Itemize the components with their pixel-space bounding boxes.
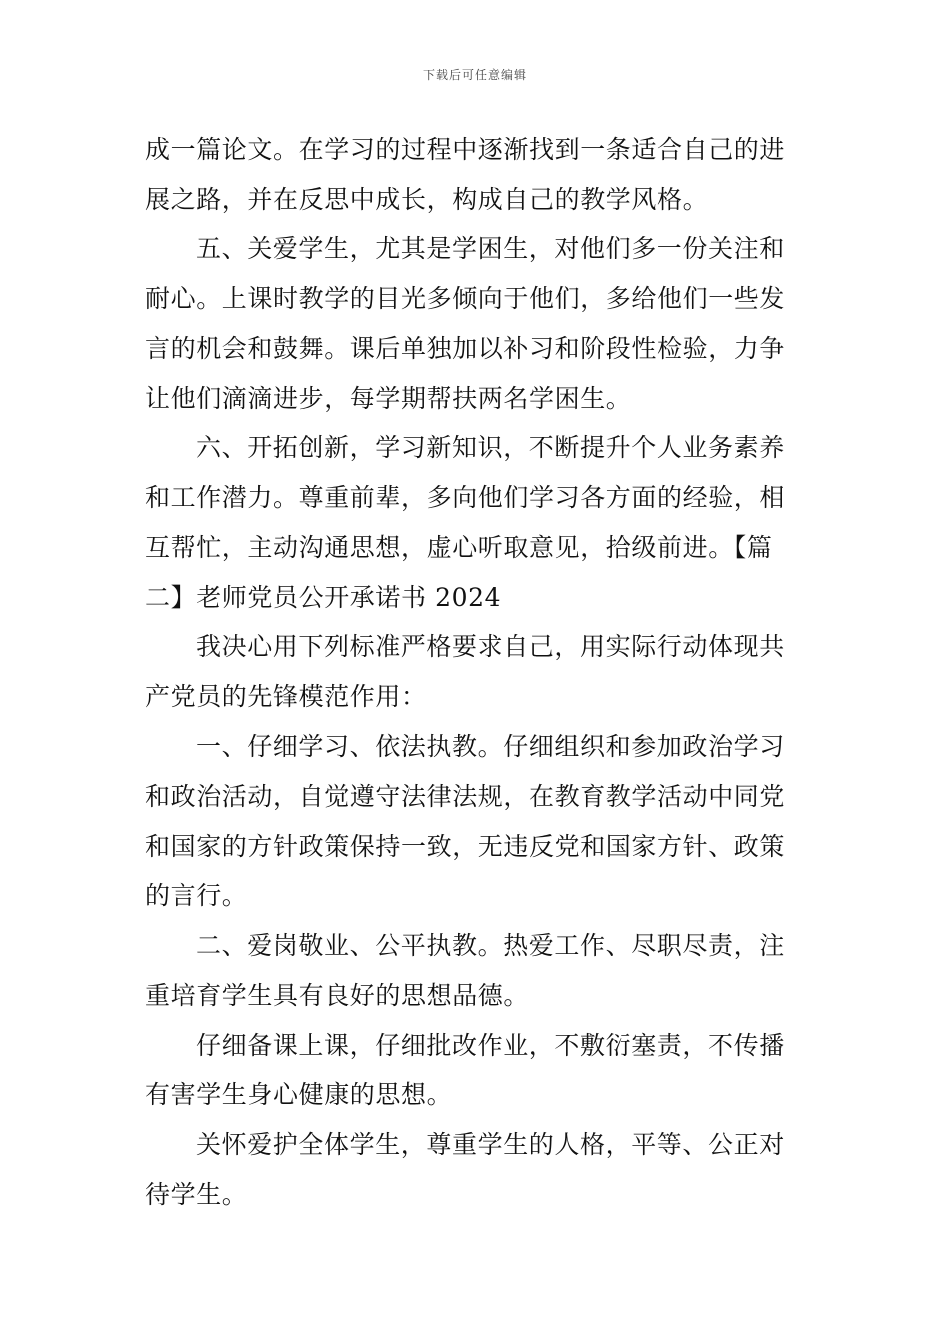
paragraph-start-line: 关怀爱护全体学生，尊重学生的人格，平等、公正对 bbox=[196, 1130, 785, 1159]
text-line: 成一篇论文。在学习的过程中逐渐找到一条适合自己的进 bbox=[145, 135, 786, 164]
text-line: 耐心。上课时教学的目光多倾向于他们，多给他们一些发 bbox=[145, 284, 786, 313]
text-line: 言的机会和鼓舞。课后单独加以补习和阶段性检验，力争 bbox=[145, 334, 786, 363]
paragraph-start-line: 二、爱岗敬业、公平执教。热爱工作、尽职尽责，注 bbox=[196, 931, 785, 960]
paragraph-start-line: 仔细备课上课，仔细批改作业，不敷衍塞责，不传播 bbox=[196, 1031, 785, 1060]
text-line: 的言行。 bbox=[145, 881, 248, 910]
text-line: 展之路，并在反思中成长，构成自己的教学风格。 bbox=[145, 185, 709, 214]
text-line: 和工作潜力。尊重前辈，多向他们学习各方面的经验，相 bbox=[145, 483, 786, 512]
text-line: 互帮忙，主动沟通思想，虚心听取意见，拾级前进。【篇 bbox=[145, 533, 773, 562]
text-line: 二】老师党员公开承诺书 2024 bbox=[145, 583, 502, 612]
text-line: 让他们滴滴进步，每学期帮扶两名学困生。 bbox=[145, 384, 632, 413]
paragraph-start-line: 我决心用下列标准严格要求自己，用实际行动体现共 bbox=[196, 632, 785, 661]
header-note: 下载后可任意编辑 bbox=[422, 68, 527, 82]
paragraph-start-line: 五、关爱学生，尤其是学困生，对他们多一份关注和 bbox=[196, 234, 785, 263]
text-line: 待学生。 bbox=[145, 1180, 248, 1209]
text-line: 有害学生身心健康的思想。 bbox=[145, 1080, 453, 1109]
text-line: 和国家的方针政策保持一致，无违反党和国家方针、政策 bbox=[145, 832, 786, 861]
text-line: 重培育学生具有良好的思想品德。 bbox=[145, 981, 530, 1010]
paragraph-start-line: 一、仔细学习、依法执教。仔细组织和参加政治学习 bbox=[196, 732, 785, 761]
text-line: 产党员的先锋模范作用： bbox=[145, 682, 427, 711]
paragraph-start-line: 六、开拓创新，学习新知识，不断提升个人业务素养 bbox=[196, 433, 785, 462]
text-line: 和政治活动，自觉遵守法律法规，在教育教学活动中同党 bbox=[145, 782, 786, 811]
